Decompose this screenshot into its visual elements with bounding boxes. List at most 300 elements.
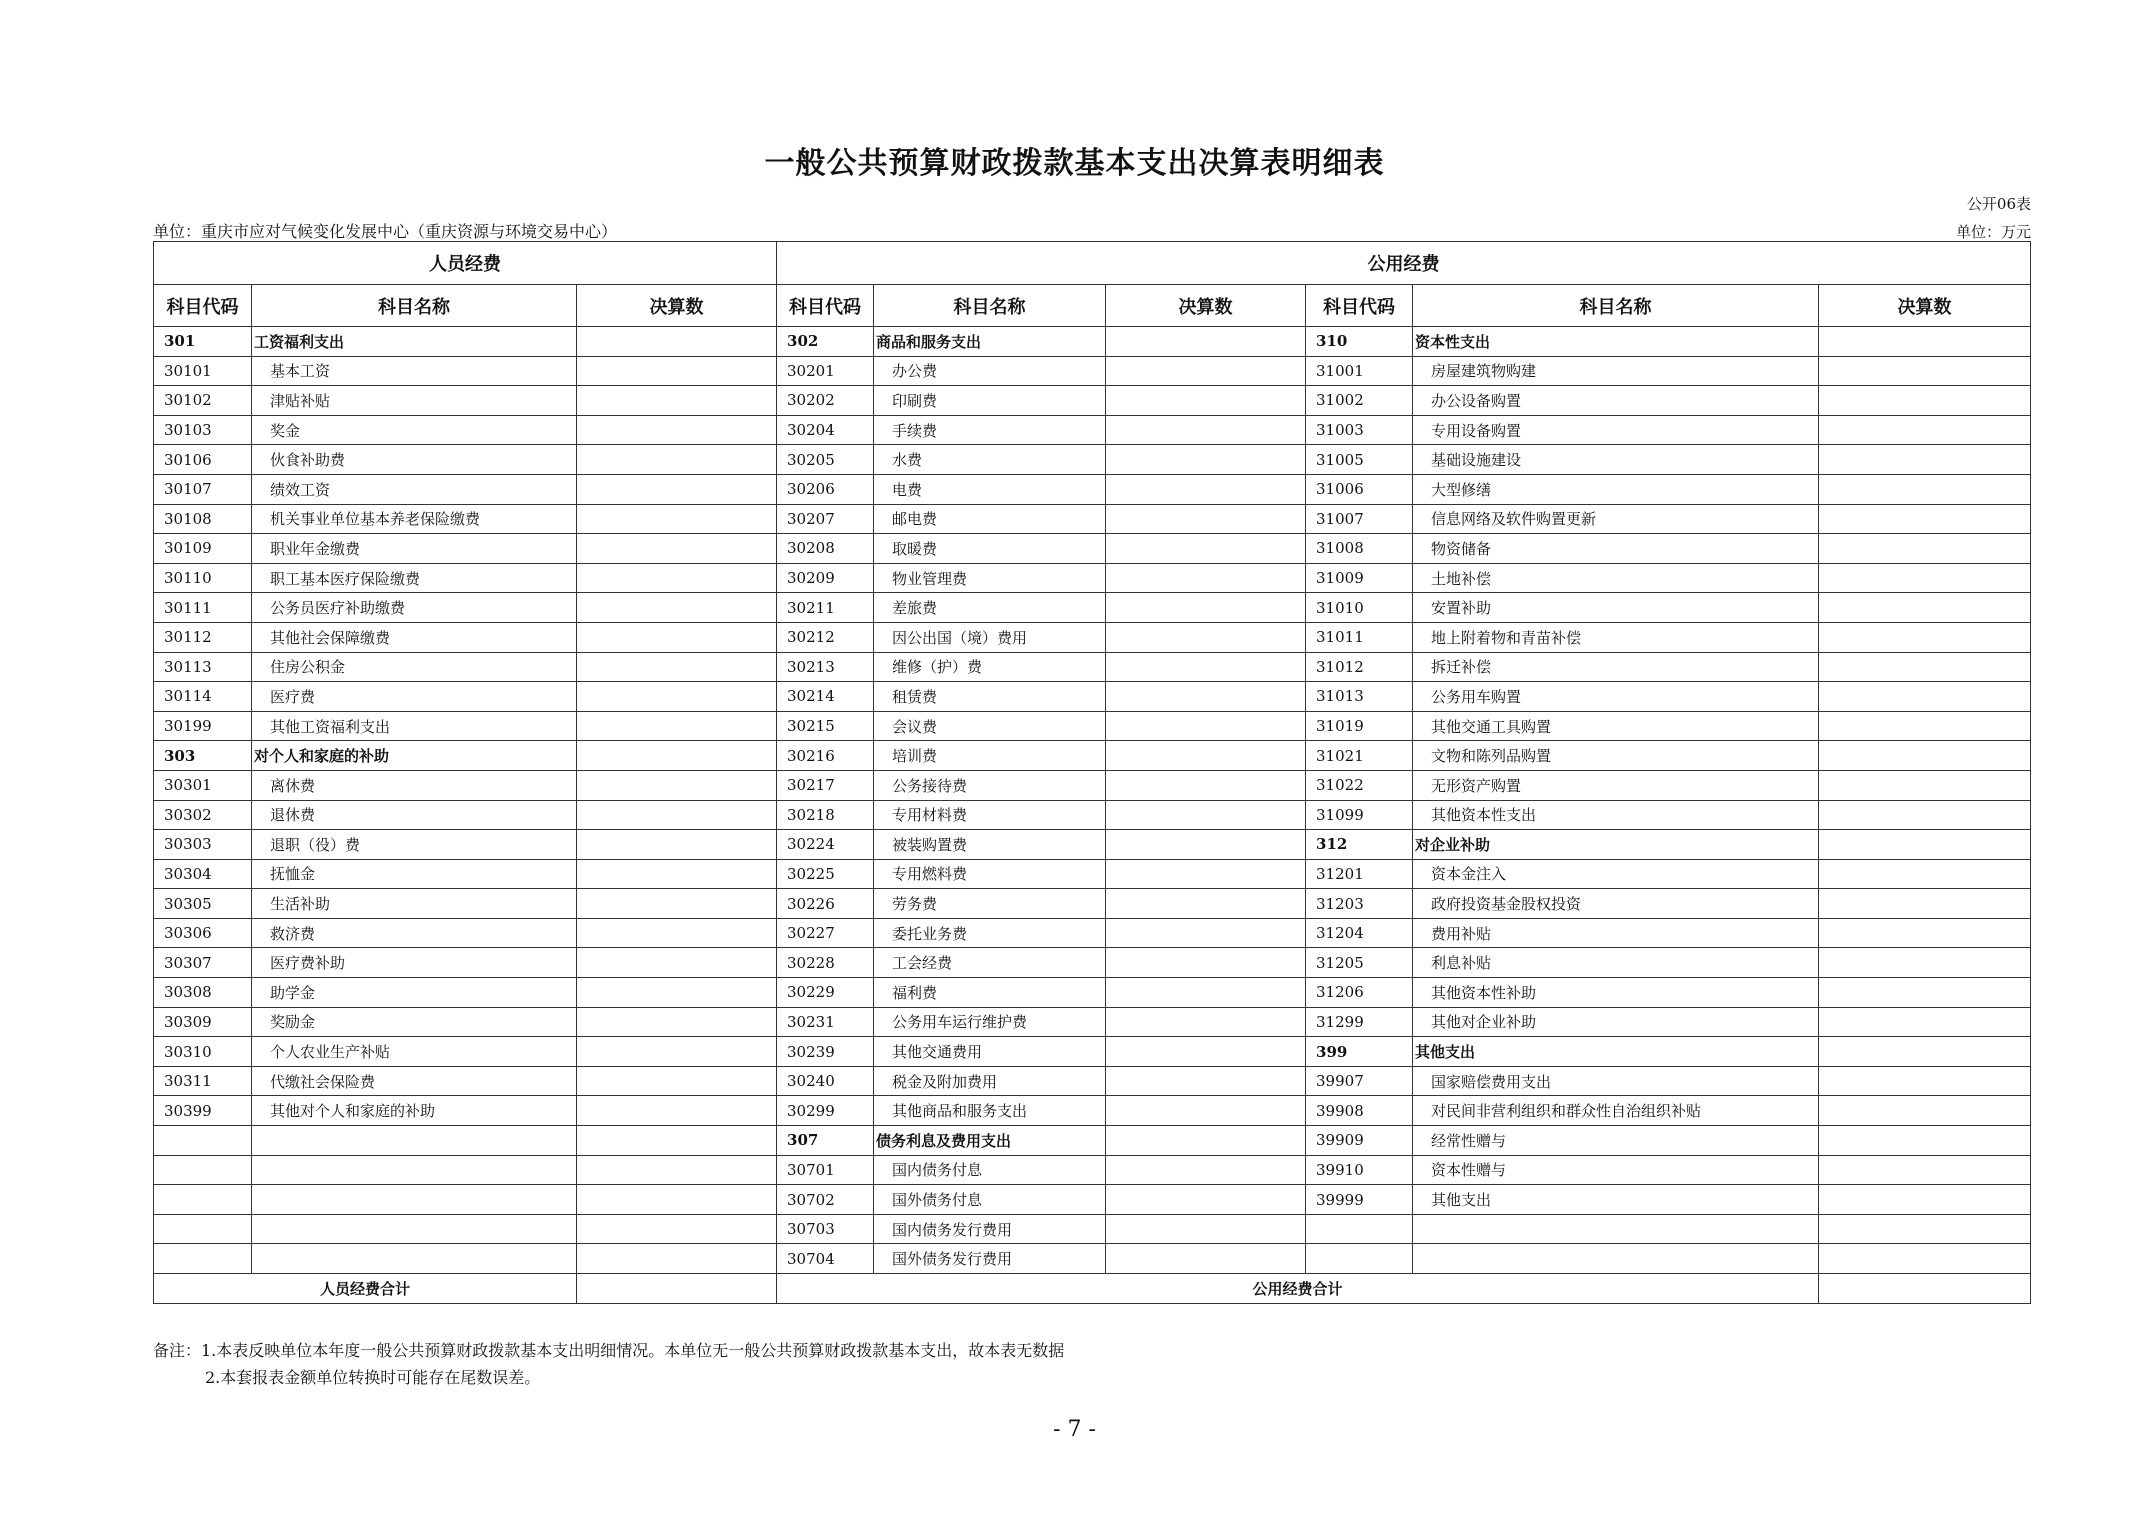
subject-code: 30106 bbox=[154, 445, 252, 475]
subject-code: 30113 bbox=[154, 652, 252, 682]
subject-code: 31204 bbox=[1306, 918, 1413, 948]
subject-name: 公务员医疗补助缴费 bbox=[252, 593, 577, 623]
subject-name: 其他支出 bbox=[1413, 1037, 1819, 1067]
table-row bbox=[154, 1066, 2031, 1096]
subject-name: 医疗费 bbox=[252, 682, 577, 712]
subject-code: 31299 bbox=[1306, 1007, 1413, 1037]
subject-name: 专用设备购置 bbox=[1413, 415, 1819, 445]
notes bbox=[153, 1337, 1064, 1391]
subject-code: 30303 bbox=[154, 830, 252, 860]
subject-code: 30213 bbox=[777, 652, 874, 682]
subject-name: 其他对企业补助 bbox=[1413, 1007, 1819, 1037]
table-row bbox=[154, 652, 2031, 682]
subject-name: 职工基本医疗保险缴费 bbox=[252, 563, 577, 593]
subject-code: 30225 bbox=[777, 859, 874, 889]
subject-name: 其他资本性补助 bbox=[1413, 978, 1819, 1008]
table-row bbox=[154, 1037, 2031, 1067]
amount-cell bbox=[1106, 1126, 1306, 1156]
amount-cell bbox=[1106, 889, 1306, 919]
table-row bbox=[154, 1185, 2031, 1215]
unit-label: 单位：重庆市应对气候变化发展中心（重庆资源与环境交易中心） bbox=[153, 222, 618, 241]
subject-code: 31008 bbox=[1306, 534, 1413, 564]
subject-code: 30209 bbox=[777, 563, 874, 593]
amount-cell bbox=[577, 1185, 777, 1215]
amount-cell bbox=[577, 386, 777, 416]
amount-cell bbox=[1106, 386, 1306, 416]
amount-cell bbox=[577, 534, 777, 564]
col-name-header: 科目名称 bbox=[1413, 285, 1819, 327]
currency-unit: 单位：万元 bbox=[1955, 223, 2031, 241]
subject-code: 30304 bbox=[154, 859, 252, 889]
amount-cell bbox=[1106, 504, 1306, 534]
subject-name: 费用补贴 bbox=[1413, 918, 1819, 948]
subject-code: 30301 bbox=[154, 770, 252, 800]
subject-name: 国外债务发行费用 bbox=[874, 1244, 1106, 1274]
subject-name: 租赁费 bbox=[874, 682, 1106, 712]
amount-cell bbox=[1106, 327, 1306, 357]
subject-name: 国家赔偿费用支出 bbox=[1413, 1066, 1819, 1096]
amount-cell bbox=[1106, 741, 1306, 771]
subject-name: 地上附着物和青苗补偿 bbox=[1413, 622, 1819, 652]
subject-code: 30701 bbox=[777, 1155, 874, 1185]
amount-cell bbox=[1106, 859, 1306, 889]
totals-row bbox=[154, 1274, 2031, 1304]
subject-code: 30101 bbox=[154, 356, 252, 386]
amount-cell bbox=[1106, 830, 1306, 860]
subject-code: 399 bbox=[1306, 1037, 1413, 1067]
amount-cell bbox=[1819, 1244, 2031, 1274]
col-amount-header: 决算数 bbox=[577, 285, 777, 327]
subject-code bbox=[154, 1244, 252, 1274]
col-code-header: 科目代码 bbox=[154, 285, 252, 327]
amount-cell bbox=[1819, 563, 2031, 593]
amount-cell bbox=[1106, 711, 1306, 741]
subject-name: 因公出国（境）费用 bbox=[874, 622, 1106, 652]
amount-cell bbox=[1106, 356, 1306, 386]
amount-cell bbox=[577, 622, 777, 652]
amount-cell bbox=[1819, 682, 2031, 712]
amount-cell bbox=[1819, 1066, 2031, 1096]
subject-name: 商品和服务支出 bbox=[874, 327, 1106, 357]
amount-cell bbox=[1819, 978, 2031, 1008]
subject-code: 31012 bbox=[1306, 652, 1413, 682]
col-code-header: 科目代码 bbox=[777, 285, 874, 327]
subject-code: 31203 bbox=[1306, 889, 1413, 919]
col-name-header: 科目名称 bbox=[874, 285, 1106, 327]
subject-name: 生活补助 bbox=[252, 889, 577, 919]
subject-name bbox=[252, 1214, 577, 1244]
amount-cell bbox=[577, 889, 777, 919]
subject-name: 经常性赠与 bbox=[1413, 1126, 1819, 1156]
personnel-header: 人员经费 bbox=[154, 242, 777, 285]
subject-code: 30218 bbox=[777, 800, 874, 830]
amount-cell bbox=[1106, 534, 1306, 564]
amount-cell bbox=[1106, 563, 1306, 593]
subject-name: 文物和陈列品购置 bbox=[1413, 741, 1819, 771]
subject-name bbox=[1413, 1214, 1819, 1244]
subject-name: 奖励金 bbox=[252, 1007, 577, 1037]
subject-code: 39910 bbox=[1306, 1155, 1413, 1185]
subject-name: 其他工资福利支出 bbox=[252, 711, 577, 741]
table-row bbox=[154, 948, 2031, 978]
table-row bbox=[154, 534, 2031, 564]
subject-name: 机关事业单位基本养老保险缴费 bbox=[252, 504, 577, 534]
subject-code: 303 bbox=[154, 741, 252, 771]
amount-cell bbox=[1819, 474, 2031, 504]
amount-cell bbox=[1819, 800, 2031, 830]
subject-name: 资本性赠与 bbox=[1413, 1155, 1819, 1185]
table-row bbox=[154, 918, 2031, 948]
amount-cell bbox=[577, 1126, 777, 1156]
amount-cell bbox=[1819, 593, 2031, 623]
table-row bbox=[154, 830, 2031, 860]
subject-code: 39907 bbox=[1306, 1066, 1413, 1096]
table-row bbox=[154, 415, 2031, 445]
subject-code: 31099 bbox=[1306, 800, 1413, 830]
amount-cell bbox=[1819, 445, 2031, 475]
subject-code: 30107 bbox=[154, 474, 252, 504]
amount-cell bbox=[1106, 1096, 1306, 1126]
subject-name: 医疗费补助 bbox=[252, 948, 577, 978]
subject-code: 30302 bbox=[154, 800, 252, 830]
subject-code: 31022 bbox=[1306, 770, 1413, 800]
amount-cell bbox=[1819, 652, 2031, 682]
subject-name: 手续费 bbox=[874, 415, 1106, 445]
table-row bbox=[154, 386, 2031, 416]
table-row bbox=[154, 563, 2031, 593]
amount-cell bbox=[1106, 1066, 1306, 1096]
amount-cell bbox=[1819, 859, 2031, 889]
subject-name: 无形资产购置 bbox=[1413, 770, 1819, 800]
amount-cell bbox=[1106, 800, 1306, 830]
amount-cell bbox=[577, 978, 777, 1008]
subject-name: 培训费 bbox=[874, 741, 1106, 771]
amount-cell bbox=[1819, 386, 2031, 416]
subject-code: 30102 bbox=[154, 386, 252, 416]
subject-code: 307 bbox=[777, 1126, 874, 1156]
subject-code: 30305 bbox=[154, 889, 252, 919]
subject-name: 退休费 bbox=[252, 800, 577, 830]
subject-code: 31002 bbox=[1306, 386, 1413, 416]
public-total-value bbox=[1819, 1274, 2031, 1304]
amount-cell bbox=[577, 1037, 777, 1067]
subject-name: 其他对个人和家庭的补助 bbox=[252, 1096, 577, 1126]
subject-name: 邮电费 bbox=[874, 504, 1106, 534]
subject-code: 31001 bbox=[1306, 356, 1413, 386]
subject-code bbox=[1306, 1244, 1413, 1274]
subject-name: 专用燃料费 bbox=[874, 859, 1106, 889]
subject-code: 310 bbox=[1306, 327, 1413, 357]
amount-cell bbox=[1819, 830, 2031, 860]
amount-cell bbox=[577, 1096, 777, 1126]
table-row bbox=[154, 741, 2031, 771]
subject-code: 30202 bbox=[777, 386, 874, 416]
subject-name: 信息网络及软件购置更新 bbox=[1413, 504, 1819, 534]
amount-cell bbox=[577, 918, 777, 948]
subject-name: 大型修缮 bbox=[1413, 474, 1819, 504]
amount-cell bbox=[1819, 1037, 2031, 1067]
subject-name: 房屋建筑物购建 bbox=[1413, 356, 1819, 386]
subject-name: 职业年金缴费 bbox=[252, 534, 577, 564]
amount-cell bbox=[1819, 770, 2031, 800]
subject-code: 30310 bbox=[154, 1037, 252, 1067]
table-code: 公开06表 bbox=[1966, 195, 2031, 213]
amount-cell bbox=[577, 1244, 777, 1274]
subject-code: 30229 bbox=[777, 978, 874, 1008]
amount-cell bbox=[1819, 1155, 2031, 1185]
subject-code: 30204 bbox=[777, 415, 874, 445]
subject-code: 30201 bbox=[777, 356, 874, 386]
amount-cell bbox=[577, 652, 777, 682]
subject-name: 办公费 bbox=[874, 356, 1106, 386]
subject-code bbox=[154, 1185, 252, 1215]
public-total-label: 公用经费合计 bbox=[777, 1274, 1819, 1304]
amount-cell bbox=[577, 593, 777, 623]
subject-name bbox=[1413, 1244, 1819, 1274]
col-amount-header: 决算数 bbox=[1819, 285, 2031, 327]
subject-name: 代缴社会保险费 bbox=[252, 1066, 577, 1096]
subject-name: 对个人和家庭的补助 bbox=[252, 741, 577, 771]
table-row bbox=[154, 800, 2031, 830]
personnel-total-value bbox=[577, 1274, 777, 1304]
amount-cell bbox=[1106, 1007, 1306, 1037]
amount-cell bbox=[1106, 1037, 1306, 1067]
subject-name: 基础设施建设 bbox=[1413, 445, 1819, 475]
amount-cell bbox=[1819, 622, 2031, 652]
subject-name: 债务利息及费用支出 bbox=[874, 1126, 1106, 1156]
subject-code: 30217 bbox=[777, 770, 874, 800]
subject-code: 30311 bbox=[154, 1066, 252, 1096]
subject-code: 30306 bbox=[154, 918, 252, 948]
table-row bbox=[154, 327, 2031, 357]
amount-cell bbox=[577, 682, 777, 712]
subject-code: 30702 bbox=[777, 1185, 874, 1215]
amount-cell bbox=[1819, 711, 2031, 741]
subject-name: 税金及附加费用 bbox=[874, 1066, 1106, 1096]
col-name-header: 科目名称 bbox=[252, 285, 577, 327]
col-code-header: 科目代码 bbox=[1306, 285, 1413, 327]
subject-code: 30214 bbox=[777, 682, 874, 712]
subject-code: 30239 bbox=[777, 1037, 874, 1067]
subject-name: 抚恤金 bbox=[252, 859, 577, 889]
subject-name: 对民间非营利组织和群众性自治组织补贴 bbox=[1413, 1096, 1819, 1126]
table-row bbox=[154, 1096, 2031, 1126]
subject-name: 住房公积金 bbox=[252, 652, 577, 682]
amount-cell bbox=[1819, 1096, 2031, 1126]
table-row bbox=[154, 445, 2031, 475]
public-header: 公用经费 bbox=[777, 242, 2031, 285]
subject-code: 30205 bbox=[777, 445, 874, 475]
subject-code bbox=[154, 1155, 252, 1185]
amount-cell bbox=[1106, 652, 1306, 682]
subject-code: 31005 bbox=[1306, 445, 1413, 475]
amount-cell bbox=[1106, 622, 1306, 652]
table-row bbox=[154, 474, 2031, 504]
subject-code: 31019 bbox=[1306, 711, 1413, 741]
amount-cell bbox=[577, 770, 777, 800]
subject-code: 31011 bbox=[1306, 622, 1413, 652]
page-number: - 7 - bbox=[1053, 1417, 1096, 1442]
subject-code: 30308 bbox=[154, 978, 252, 1008]
amount-cell bbox=[1819, 741, 2031, 771]
subject-name: 救济费 bbox=[252, 918, 577, 948]
subject-name: 差旅费 bbox=[874, 593, 1106, 623]
amount-cell bbox=[577, 1214, 777, 1244]
subject-code: 30216 bbox=[777, 741, 874, 771]
note-2: 2.本套报表金额单位转换时可能存在尾数误差。 bbox=[205, 1368, 541, 1387]
subject-code: 30110 bbox=[154, 563, 252, 593]
subject-name: 离休费 bbox=[252, 770, 577, 800]
subject-code: 31010 bbox=[1306, 593, 1413, 623]
amount-cell bbox=[1819, 1007, 2031, 1037]
amount-cell bbox=[1819, 1185, 2031, 1215]
subject-name: 国内债务发行费用 bbox=[874, 1214, 1106, 1244]
subject-code: 30108 bbox=[154, 504, 252, 534]
subject-code: 39999 bbox=[1306, 1185, 1413, 1215]
subject-code: 30207 bbox=[777, 504, 874, 534]
col-amount-header: 决算数 bbox=[1106, 285, 1306, 327]
subject-name: 利息补贴 bbox=[1413, 948, 1819, 978]
subject-code: 31007 bbox=[1306, 504, 1413, 534]
subject-name: 资本性支出 bbox=[1413, 327, 1819, 357]
subject-name: 国内债务付息 bbox=[874, 1155, 1106, 1185]
subject-name: 取暖费 bbox=[874, 534, 1106, 564]
table-row bbox=[154, 711, 2031, 741]
table-row bbox=[154, 1007, 2031, 1037]
subject-code: 30112 bbox=[154, 622, 252, 652]
subject-name: 水费 bbox=[874, 445, 1106, 475]
amount-cell bbox=[1819, 356, 2031, 386]
table-row bbox=[154, 622, 2031, 652]
note-1: 备注：1.本表反映单位本年度一般公共预算财政拨款基本支出明细情况。本单位无一般公共预算财政拨款基本支出，故本表无数据 bbox=[153, 1341, 1065, 1360]
subject-name: 印刷费 bbox=[874, 386, 1106, 416]
subject-code: 30703 bbox=[777, 1214, 874, 1244]
amount-cell bbox=[1819, 889, 2031, 919]
subject-name bbox=[252, 1185, 577, 1215]
subject-code: 31003 bbox=[1306, 415, 1413, 445]
amount-cell bbox=[577, 948, 777, 978]
subject-code: 39909 bbox=[1306, 1126, 1413, 1156]
subject-code: 30114 bbox=[154, 682, 252, 712]
subject-code: 30211 bbox=[777, 593, 874, 623]
subject-code: 312 bbox=[1306, 830, 1413, 860]
amount-cell bbox=[1106, 1155, 1306, 1185]
table-row bbox=[154, 889, 2031, 919]
subject-name: 个人农业生产补贴 bbox=[252, 1037, 577, 1067]
subject-name: 其他商品和服务支出 bbox=[874, 1096, 1106, 1126]
subject-code: 31201 bbox=[1306, 859, 1413, 889]
subject-code: 31021 bbox=[1306, 741, 1413, 771]
subject-code: 30226 bbox=[777, 889, 874, 919]
subject-code: 30212 bbox=[777, 622, 874, 652]
amount-cell bbox=[1819, 918, 2031, 948]
subject-name: 维修（护）费 bbox=[874, 652, 1106, 682]
amount-cell bbox=[1819, 415, 2031, 445]
table-row bbox=[154, 1214, 2031, 1244]
subject-code: 30199 bbox=[154, 711, 252, 741]
subject-code: 31009 bbox=[1306, 563, 1413, 593]
subject-name: 电费 bbox=[874, 474, 1106, 504]
amount-cell bbox=[1106, 948, 1306, 978]
amount-cell bbox=[577, 800, 777, 830]
subject-code: 31006 bbox=[1306, 474, 1413, 504]
subject-code: 30704 bbox=[777, 1244, 874, 1274]
subject-name: 工会经费 bbox=[874, 948, 1106, 978]
table-row bbox=[154, 1155, 2031, 1185]
subject-name: 会议费 bbox=[874, 711, 1106, 741]
amount-cell bbox=[577, 356, 777, 386]
table-row bbox=[154, 1126, 2031, 1156]
subject-name: 国外债务付息 bbox=[874, 1185, 1106, 1215]
amount-cell bbox=[1106, 682, 1306, 712]
table-row bbox=[154, 504, 2031, 534]
subject-name: 物业管理费 bbox=[874, 563, 1106, 593]
amount-cell bbox=[577, 415, 777, 445]
subject-name: 基本工资 bbox=[252, 356, 577, 386]
subject-code: 30399 bbox=[154, 1096, 252, 1126]
amount-cell bbox=[1819, 504, 2031, 534]
table-row bbox=[154, 1244, 2031, 1274]
amount-cell bbox=[577, 504, 777, 534]
amount-cell bbox=[577, 711, 777, 741]
subject-name bbox=[252, 1126, 577, 1156]
subject-name: 对企业补助 bbox=[1413, 830, 1819, 860]
amount-cell bbox=[577, 474, 777, 504]
amount-cell bbox=[577, 830, 777, 860]
subject-name: 福利费 bbox=[874, 978, 1106, 1008]
subject-name: 资本金注入 bbox=[1413, 859, 1819, 889]
subject-code: 30109 bbox=[154, 534, 252, 564]
table-row bbox=[154, 593, 2031, 623]
amount-cell bbox=[1106, 770, 1306, 800]
subject-code: 302 bbox=[777, 327, 874, 357]
personnel-total-label: 人员经费合计 bbox=[154, 1274, 577, 1304]
subject-code: 30228 bbox=[777, 948, 874, 978]
subject-name: 拆迁补偿 bbox=[1413, 652, 1819, 682]
page-title: 一般公共预算财政拨款基本支出决算表明细表 bbox=[764, 146, 1385, 181]
subject-name: 土地补偿 bbox=[1413, 563, 1819, 593]
subject-name: 退职（役）费 bbox=[252, 830, 577, 860]
subject-name bbox=[252, 1244, 577, 1274]
subject-code: 31013 bbox=[1306, 682, 1413, 712]
subject-name: 工资福利支出 bbox=[252, 327, 577, 357]
subject-name: 公务用车购置 bbox=[1413, 682, 1819, 712]
subject-name: 公务用车运行维护费 bbox=[874, 1007, 1106, 1037]
expenditure-table bbox=[153, 241, 2031, 1304]
subject-code: 31206 bbox=[1306, 978, 1413, 1008]
table-row bbox=[154, 978, 2031, 1008]
amount-cell bbox=[1106, 474, 1306, 504]
table-row bbox=[154, 356, 2031, 386]
subject-name: 专用材料费 bbox=[874, 800, 1106, 830]
subject-code: 30103 bbox=[154, 415, 252, 445]
subject-name: 物资储备 bbox=[1413, 534, 1819, 564]
subject-name: 伙食补助费 bbox=[252, 445, 577, 475]
subject-code: 30240 bbox=[777, 1066, 874, 1096]
subject-code: 30309 bbox=[154, 1007, 252, 1037]
subject-name: 公务接待费 bbox=[874, 770, 1106, 800]
amount-cell bbox=[1819, 534, 2031, 564]
subject-name: 其他交通工具购置 bbox=[1413, 711, 1819, 741]
table-row bbox=[154, 770, 2031, 800]
subject-code: 30224 bbox=[777, 830, 874, 860]
amount-cell bbox=[1106, 1214, 1306, 1244]
subject-code: 30299 bbox=[777, 1096, 874, 1126]
amount-cell bbox=[1819, 1126, 2031, 1156]
amount-cell bbox=[1106, 445, 1306, 475]
amount-cell bbox=[1106, 978, 1306, 1008]
amount-cell bbox=[577, 741, 777, 771]
